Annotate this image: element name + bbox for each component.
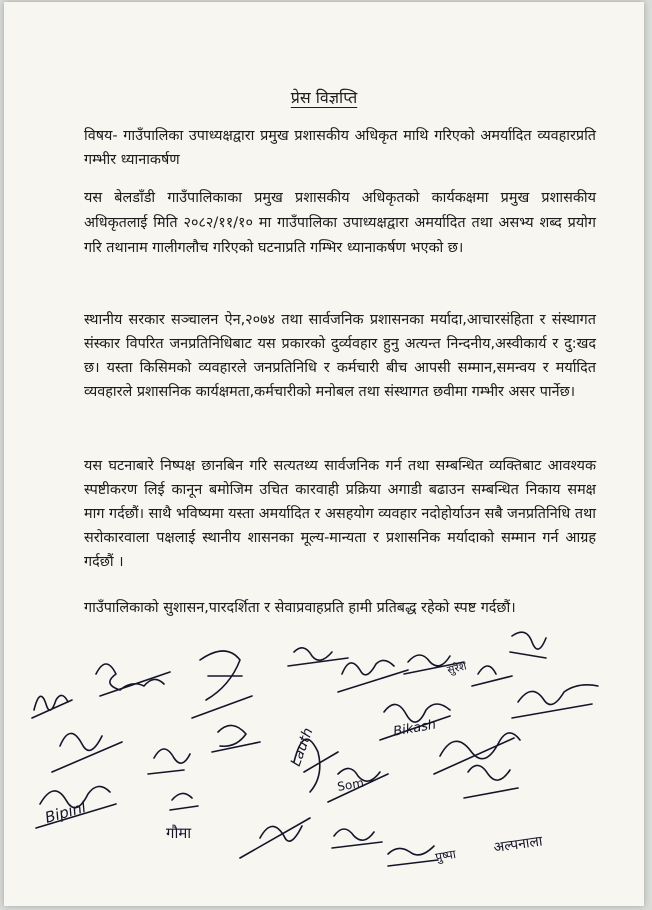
paragraph-1: यस बेलडाँडी गाउँपालिकाका प्रमुख प्रशासकीय अधिकृतको कार्यकक्षमा प्रमुख प्रशासकीय अधिकृतलाई मिति २०८२/११/१० मा गाउँपालिका उपाध्यक्षद्वारा अमर्यादित तथा असभ्य शब्द प्रयोग गरि तथानाम गालीगलौच गरिएको घटनाप्रति गम्भिर ध्यानाकर्षण भएको छ। [84, 190, 596, 256]
signatures-area [4, 622, 644, 906]
signature-21 [332, 829, 382, 848]
signature-19 [170, 793, 198, 810]
signature-name-alpana: अल्पनाला [492, 833, 544, 857]
paragraph-4: गाउँपालिकाको सुशासन,पारदर्शिता र सेवाप्रवाहप्रति हामी प्रतिबद्ध रहेको स्पष्ट गर्दछौं। [84, 600, 516, 616]
signature-15 [434, 733, 520, 774]
signature-11 [148, 749, 190, 774]
signature-3 [192, 651, 252, 718]
signature-name-suresh: सुरेश [445, 659, 468, 677]
signature-2 [96, 664, 170, 696]
signature-name-bikash: Bikash [392, 717, 438, 740]
signature-7 [472, 666, 512, 686]
signature-name-lauth: Lauth [287, 725, 317, 769]
signature-5 [338, 660, 408, 692]
signature-name-pushpa: पुष्पा [434, 846, 457, 865]
press-release-document [4, 2, 644, 906]
signature-4 [288, 648, 348, 666]
paragraph-2: स्थानीय सरकार सञ्चालन ऐन,२०७४ तथा सार्वजनिक प्रशासनका मर्यादा,आचारसंहिता र संस्थागत संस्कार विपरित जनप्रतिनिधिबाट यस प्रकारको दुर्व्यवहार हुनु अत्यन्त निन्दनीय,अस्वीकार्य र दु:खद छ। यस्ता किसिमको व्यवहारले जनप्रतिनिधि र कर्मचारी बीच आपसी सम्मान,समन्वय र मर्यादित व्यवहारले प्रशासनिक कार्यक्षमता,कर्मचारीको मनोबल तथा संस्थागत छवीमा गम्भीर असर पार्नेछ। [84, 312, 596, 400]
signature-8 [510, 632, 546, 658]
paragraph-3: यस घटनाबारे निष्पक्ष छानबिन गरि सत्यतथ्य सार्वजनिक गर्न तथा सम्बन्धित व्यक्तिबाट आवश्यक स्पष्टीकरण लिई कानून बमोजिम उचित कारवाही प्रक्रिया अगाडी बढाउन सम्बन्धित निकाय समक्ष माग गर्दछौं। साथै भविष्यमा यस्ता अमर्यादित र असहयोग व्यवहार नदोहोर्याउन सबै जनप्रतिनिधि तथा सरोकारवाला पक्षलाई स्थानीय शासनका मूल्य-मान्यता र प्रशासनिक मर्यादाको सम्मान गर्न आग्रह गर्दछौं । [84, 458, 596, 570]
signature-name-gauma: गौमा [166, 824, 192, 842]
document-title: प्रेस विज्ञप्ति [290, 88, 358, 107]
signature-name-bipinl: Bipinl [42, 797, 89, 827]
signature-12 [212, 725, 260, 752]
signature-22 [388, 846, 438, 866]
signature-1 [32, 695, 72, 718]
signature-20 [240, 818, 310, 858]
signature-9 [512, 685, 598, 718]
signature-10 [52, 733, 122, 772]
signature-name-som: Som [336, 775, 365, 794]
signature-17 [464, 765, 518, 798]
document-subject: विषय- गाउँपालिका उपाध्यक्षद्वारा प्रमुख प्रशासकीय अधिकृत माथि गरिएको अमर्यादित व्यवहारप्रति गम्भीर ध्यानाकर्षण [84, 128, 596, 168]
